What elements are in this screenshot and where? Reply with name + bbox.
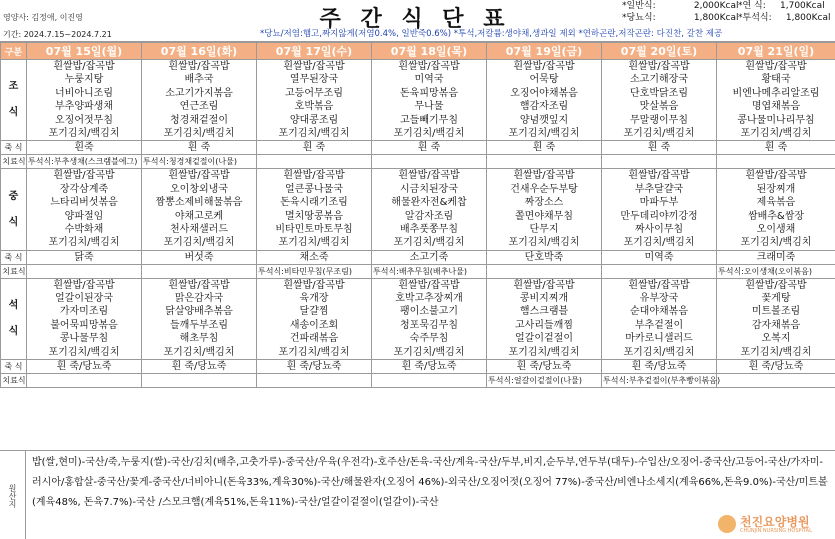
therapy-label: 치료식 xyxy=(1,264,27,278)
menu-item: 햄스크램블 xyxy=(519,306,569,318)
menu-item: 오이생채 xyxy=(756,223,796,235)
kcal-general xyxy=(622,1,739,12)
menu-item: 고사리들깨찜 xyxy=(515,319,573,331)
porridge-cell: 흰 죽/당뇨죽 xyxy=(142,360,257,374)
porridge-label: 죽 식 xyxy=(1,250,27,264)
menu-item: 부추달걀국 xyxy=(634,183,684,195)
menu-item: 흰쌀밥/잡곡밥 xyxy=(168,279,230,291)
menu-item: 흰쌀밥/잡곡밥 xyxy=(53,279,115,291)
menu-item: 배추풋쫑무침 xyxy=(400,223,458,235)
porridge-cell: 미역죽 xyxy=(602,250,717,264)
therapy-cell: 투석식:부추생채(스크램블에그) xyxy=(27,155,142,169)
porridge-cell: 흰 죽 xyxy=(142,141,257,155)
menu-item: 포기김치/백김치 xyxy=(163,127,235,139)
menu-item: 포기김치/백김치 xyxy=(278,346,350,358)
menu-item: 흰쌀밥/잡곡밥 xyxy=(398,279,460,291)
menu-item: 양대콩조림 xyxy=(289,114,339,126)
menu-item: 알감자조림 xyxy=(404,210,454,222)
menu-item: 팽이소불고기 xyxy=(400,306,458,318)
menu-item: 포기김치/백김치 xyxy=(740,346,812,358)
menu-item: 흰쌀밥/잡곡밥 xyxy=(398,170,460,182)
breakfast-menu-cell xyxy=(257,60,372,141)
menu-item: 콩나물무침 xyxy=(59,333,109,345)
lunch-porridge-row xyxy=(1,250,835,264)
therapy-cell xyxy=(487,264,602,278)
therapy-cell: 투석식:부추겉절이(부추빵이볶음) xyxy=(602,374,717,388)
porridge-cell: 소고기죽 xyxy=(372,250,487,264)
kcal-label: *일반식: xyxy=(622,1,656,11)
page-title: 주 간 식 단 표 xyxy=(319,7,511,32)
menu-item: 명엽채볶음 xyxy=(751,101,801,113)
dinner-menu-cell xyxy=(487,278,602,359)
kcal-label: *투석식: xyxy=(738,13,772,23)
menu-item: 양파절임 xyxy=(64,210,104,222)
menu-item: 포기김치/백김치 xyxy=(623,346,695,358)
day-header-row xyxy=(1,43,835,60)
therapy-cell: 투석식:얼갈이겉절이(나물) xyxy=(487,374,602,388)
lunch-menu-cell xyxy=(142,169,257,250)
menu-item: 흰쌀밥/잡곡밥 xyxy=(628,279,690,291)
menu-item: 얼갈이된장국 xyxy=(55,293,113,305)
origin-label: 원산지 xyxy=(0,451,26,539)
dinner-menu-cell xyxy=(372,278,487,359)
dinner-menu-cell xyxy=(27,278,142,359)
menu-item: 꽃게탕 xyxy=(761,293,791,305)
menu-item: 흰쌀밥/잡곡밥 xyxy=(168,61,230,72)
kcal-value: 1,800Kcal xyxy=(693,13,739,23)
therapy-cell xyxy=(602,155,717,169)
breakfast-menu-cell xyxy=(602,60,717,141)
menu-item: 느타리버섯볶음 xyxy=(50,197,118,209)
therapy-cell: 투석식:비타민무침(무조림) xyxy=(257,264,372,278)
porridge-cell: 흰 죽/당뇨죽 xyxy=(717,360,835,374)
menu-item: 수박화채 xyxy=(64,223,104,235)
menu-item: 흰쌀밥/잡곡밥 xyxy=(628,170,690,182)
lunch-row xyxy=(1,169,835,250)
menu-item: 얼갈이겉절이 xyxy=(515,333,573,345)
menu-item: 포기김치/백김치 xyxy=(508,346,580,358)
menu-item: 포기김치/백김치 xyxy=(508,237,580,249)
menu-item: 누룽지탕 xyxy=(64,74,104,86)
menu-item: 돈육피망볶음 xyxy=(400,87,458,99)
porridge-cell: 흰 죽/당뇨죽 xyxy=(372,360,487,374)
porridge-cell: 흰 죽/당뇨죽 xyxy=(487,360,602,374)
menu-item: 흰쌀밥/잡곡밥 xyxy=(513,279,575,291)
menu-item: 천사채샐러드 xyxy=(170,223,228,235)
menu-item: 연근조림 xyxy=(179,101,219,113)
lunch-label: 중 식 xyxy=(1,169,27,250)
porridge-cell: 채소죽 xyxy=(257,250,372,264)
dinner-porridge-row xyxy=(1,360,835,374)
menu-item: 오이창외냉국 xyxy=(170,183,228,195)
gu-header: 구분 xyxy=(1,43,27,60)
therapy-cell xyxy=(142,374,257,388)
menu-item: 제육볶음 xyxy=(756,197,796,209)
menu-item: 감자채볶음 xyxy=(751,319,801,331)
menu-item: 고등어무조림 xyxy=(285,87,343,99)
menu-item: 흰쌀밥/잡곡밥 xyxy=(745,279,807,291)
menu-item: 햄감자조림 xyxy=(519,101,569,113)
menu-item: 포기김치/백김치 xyxy=(740,237,812,249)
menu-item: 미트볼조림 xyxy=(751,306,801,318)
menu-item: 포기김치/백김치 xyxy=(48,237,120,249)
menu-item: 청포묵김무침 xyxy=(400,319,458,331)
dinner-label: 석 식 xyxy=(1,278,27,359)
day-header: 07월 15일(월) xyxy=(27,43,142,60)
menu-item: 포기김치/백김치 xyxy=(508,127,580,139)
menu-item: 포기김치/백김치 xyxy=(623,127,695,139)
day-header: 07월 21일(일) xyxy=(717,43,835,60)
therapy-cell xyxy=(27,264,142,278)
menu-item: 무나물 xyxy=(414,101,444,113)
menu-item: 단호박닭조림 xyxy=(630,87,688,99)
menu-item: 흰쌀밥/잡곡밥 xyxy=(745,170,807,182)
menu-item: 호박볶음 xyxy=(294,101,334,113)
menu-item: 포기김치/백김치 xyxy=(393,346,465,358)
menu-item: 흰쌀밥/잡곡밥 xyxy=(283,170,345,182)
porridge-cell: 단호박죽 xyxy=(487,250,602,264)
menu-table xyxy=(0,42,835,388)
menu-item: 건파래볶음 xyxy=(289,333,339,345)
menu-item: 포기김치/백김치 xyxy=(163,346,235,358)
menu-item: 포기김치/백김치 xyxy=(163,237,235,249)
breakfast-menu-cell xyxy=(487,60,602,141)
period: 기간: 2024.7.15~2024.7.21 xyxy=(3,30,112,39)
menu-item: 야채고로케 xyxy=(174,210,224,222)
menu-item: 마파두부 xyxy=(639,197,679,209)
menu-item: 마카로니샐러드 xyxy=(625,333,693,345)
therapy-cell xyxy=(487,155,602,169)
menu-item: 닭살양배추볶음 xyxy=(165,306,233,318)
menu-item: 흰쌀밥/잡곡밥 xyxy=(513,61,575,72)
menu-item: 가자미조림 xyxy=(59,306,109,318)
therapy-cell xyxy=(257,374,372,388)
menu-item: 맛살볶음 xyxy=(639,101,679,113)
menu-item: 너비아니조림 xyxy=(55,87,113,99)
origin-section xyxy=(0,450,835,539)
kcal-value: 1,800Kcal xyxy=(785,13,831,23)
logo-flower-icon xyxy=(718,515,736,533)
kcal-diabetic xyxy=(622,13,739,24)
therapy-cell xyxy=(372,155,487,169)
therapy-cell xyxy=(602,264,717,278)
porridge-cell: 크래미죽 xyxy=(717,250,835,264)
therapy-cell xyxy=(257,155,372,169)
menu-item: 포기김치/백김치 xyxy=(393,237,465,249)
menu-item: 청경채겉절이 xyxy=(170,114,228,126)
menu-item: 육개장 xyxy=(299,293,329,305)
menu-item: 콩나물미나리무침 xyxy=(737,114,815,126)
porridge-label: 죽 식 xyxy=(1,360,27,374)
menu-item: 미역국 xyxy=(414,74,444,86)
menu-item: 해물완자전&케찹 xyxy=(391,197,467,209)
menu-item: 흰쌀밥/잡곡밥 xyxy=(283,279,345,291)
menu-item: 오징어야채볶음 xyxy=(510,87,578,99)
menu-item: 유부장국 xyxy=(639,293,679,305)
day-header: 07월 17일(수) xyxy=(257,43,372,60)
menu-item: 포기김치/백김치 xyxy=(393,127,465,139)
therapy-label: 치료식 xyxy=(1,374,27,388)
therapy-cell xyxy=(372,374,487,388)
menu-item: 달걀찜 xyxy=(299,306,329,318)
menu-item: 맑은감자국 xyxy=(174,293,224,305)
menu-item: 얼큰콩나물국 xyxy=(285,183,343,195)
breakfast-menu-cell xyxy=(717,60,835,141)
breakfast-therapy-row xyxy=(1,155,835,169)
porridge-cell: 흰 죽/당뇨죽 xyxy=(257,360,372,374)
menu-item: 부추겉절이 xyxy=(634,319,684,331)
hospital-logo xyxy=(716,512,834,538)
therapy-cell: 투석식:오이생채(오이볶음) xyxy=(717,264,835,278)
lunch-menu-cell xyxy=(717,169,835,250)
menu-item: 숙주무침 xyxy=(409,333,449,345)
kcal-value: 2,000Kcal xyxy=(693,1,739,11)
menu-item: 멸치땅콩볶음 xyxy=(285,210,343,222)
menu-item: 새송이조회 xyxy=(289,319,339,331)
kcal-label: *연 식: xyxy=(738,1,766,11)
lunch-therapy-row xyxy=(1,264,835,278)
menu-item: 장각삼계죽 xyxy=(59,183,109,195)
day-header: 07월 19일(금) xyxy=(487,43,602,60)
menu-item: 단무지 xyxy=(529,223,559,235)
menu-item: 부추양파생채 xyxy=(55,101,113,113)
lunch-menu-cell xyxy=(257,169,372,250)
menu-item: 포기김치/백김치 xyxy=(278,127,350,139)
menu-item: 해초무침 xyxy=(179,333,219,345)
breakfast-menu-cell xyxy=(372,60,487,141)
menu-item: 어묵탕 xyxy=(529,74,559,86)
menu-item: 쌈배추&쌈장 xyxy=(747,210,805,222)
kcal-dialysis xyxy=(738,13,831,24)
lunch-menu-cell xyxy=(27,169,142,250)
logo-subtitle: CHUNJIN NURSING HOSPITAL xyxy=(740,528,812,534)
menu-item: 흰쌀밥/잡곡밥 xyxy=(283,61,345,72)
breakfast-porridge-row xyxy=(1,141,835,155)
menu-item: 소고기가지볶음 xyxy=(165,87,233,99)
menu-item: 순대야채볶음 xyxy=(630,306,688,318)
menu-item: 흰쌀밥/잡곡밥 xyxy=(53,170,115,182)
porridge-cell: 흰 죽 xyxy=(487,141,602,155)
porridge-cell: 흰죽 xyxy=(27,141,142,155)
menu-item: 포기김치/백김치 xyxy=(623,237,695,249)
therapy-cell xyxy=(717,155,835,169)
menu-item: 포기김치/백김치 xyxy=(740,127,812,139)
menu-item: 흰쌀밥/잡곡밥 xyxy=(168,170,230,182)
menu-item: 호박고추장찌개 xyxy=(395,293,463,305)
kcal-label: *당뇨식: xyxy=(622,13,656,23)
menu-item: 황태국 xyxy=(761,74,791,86)
porridge-cell: 흰 죽/당뇨죽 xyxy=(27,360,142,374)
therapy-cell xyxy=(717,374,835,388)
dinner-row xyxy=(1,278,835,359)
therapy-label: 치료식 xyxy=(1,155,27,169)
porridge-cell: 흰 죽 xyxy=(257,141,372,155)
diet-note: *당뇨/저염:햄고,짜지않게(저염0.4%, 일반죽0.6%) *투석,저칼륨:생야채,생과일 제외 *연하곤란,저작곤란: 다진찬, 갈찬 제공 xyxy=(260,29,723,39)
menu-item: 짜장소스 xyxy=(524,197,564,209)
menu-item: 무말랭이무침 xyxy=(630,114,688,126)
porridge-label: 죽 식 xyxy=(1,141,27,155)
header xyxy=(0,0,835,42)
menu-item: 흰쌀밥/잡곡밥 xyxy=(513,170,575,182)
menu-item: 오징어젓무침 xyxy=(55,114,113,126)
menu-item: 짜사이무침 xyxy=(634,223,684,235)
logo-name: 천진요양병원 xyxy=(740,515,810,529)
day-header: 07월 18일(목) xyxy=(372,43,487,60)
therapy-cell: 투석식:청경채겉절이(나물) xyxy=(142,155,257,169)
porridge-cell: 흰 죽/당뇨죽 xyxy=(602,360,717,374)
menu-item: 만두데리야끼강정 xyxy=(620,210,698,222)
menu-item: 쫄면야채무침 xyxy=(515,210,573,222)
dinner-menu-cell xyxy=(717,278,835,359)
menu-item: 시금치된장국 xyxy=(400,183,458,195)
dinner-menu-cell xyxy=(602,278,717,359)
therapy-cell xyxy=(27,374,142,388)
origin-text: 밥(쌀,현미)-국산/죽,누룽지(쌀)-국산/김치(배추,고춧가루)-중국산/우육(우전각)-호주산/돈육-국산/계육-국산/두부,비지,순두부,연두부(대두)-수입산/오징어-중국산/고등어-국산/가자미-러시아/홍합살-중국산/꽃게-중국산/너비아니(돈육33%,계육30%)-국산/해물완자(오징어 46%)-외국산/오징어젓(오징어 77%)-중국산/비엔나소세지(계육66%,돈육9.0%)-국산/미트볼(계육48%, 돈육7.7%)-국산 /스모크햄(계육51%,돈육11%)-국산/얼갈이겉절이(얼갈이)-국산 xyxy=(32,457,828,508)
lunch-menu-cell xyxy=(372,169,487,250)
menu-item: 흰쌀밥/잡곡밥 xyxy=(628,61,690,72)
day-header: 07월 20일(토) xyxy=(602,43,717,60)
breakfast-label: 조 식 xyxy=(1,60,27,141)
porridge-cell: 흰 죽 xyxy=(372,141,487,155)
menu-item: 흰쌀밥/잡곡밥 xyxy=(53,61,115,72)
menu-item: 양념깻잎지 xyxy=(519,114,569,126)
day-header: 07월 16일(화) xyxy=(142,43,257,60)
breakfast-menu-cell xyxy=(27,60,142,141)
dinner-therapy-row xyxy=(1,374,835,388)
menu-item: 들깨두부조림 xyxy=(170,319,228,331)
porridge-cell: 흰 죽 xyxy=(717,141,835,155)
porridge-cell: 버섯죽 xyxy=(142,250,257,264)
dinner-menu-cell xyxy=(142,278,257,359)
menu-item: 열무된장국 xyxy=(289,74,339,86)
menu-item: 돈육시래기조림 xyxy=(280,197,348,209)
menu-item: 비타민토마토무침 xyxy=(275,223,353,235)
menu-item: 오복지 xyxy=(761,333,791,345)
porridge-cell: 흰 죽 xyxy=(602,141,717,155)
menu-item: 불어묵피망볶음 xyxy=(50,319,118,331)
menu-item: 고들빼기무침 xyxy=(400,114,458,126)
kcal-value: 1,700Kcal xyxy=(780,1,825,11)
lunch-menu-cell xyxy=(602,169,717,250)
menu-item: 흰쌀밥/잡곡밥 xyxy=(398,61,460,72)
staff-names: 영양사: 김정애, 이진영 xyxy=(3,13,83,22)
breakfast-menu-cell xyxy=(142,60,257,141)
menu-item: 포기김치/백김치 xyxy=(278,237,350,249)
menu-item: 짬뽕소제비해물볶음 xyxy=(155,197,243,209)
menu-item: 소고기해장국 xyxy=(630,74,688,86)
menu-item: 건새우순두부탕 xyxy=(510,183,578,195)
porridge-cell: 닭죽 xyxy=(27,250,142,264)
therapy-cell: 투석식:배추무침(배추나물) xyxy=(372,264,487,278)
menu-item: 배추국 xyxy=(184,74,214,86)
menu-item: 콩비지찌개 xyxy=(519,293,569,305)
breakfast-row xyxy=(1,60,835,141)
therapy-cell xyxy=(142,264,257,278)
menu-item: 비엔나메추리알조림 xyxy=(732,87,820,99)
menu-item: 된장찌개 xyxy=(756,183,796,195)
kcal-soft xyxy=(738,1,825,12)
menu-item: 흰쌀밥/잡곡밥 xyxy=(745,61,807,72)
lunch-menu-cell xyxy=(487,169,602,250)
menu-item: 포기김치/백김치 xyxy=(48,346,120,358)
dinner-menu-cell xyxy=(257,278,372,359)
menu-item: 포기김치/백김치 xyxy=(48,127,120,139)
